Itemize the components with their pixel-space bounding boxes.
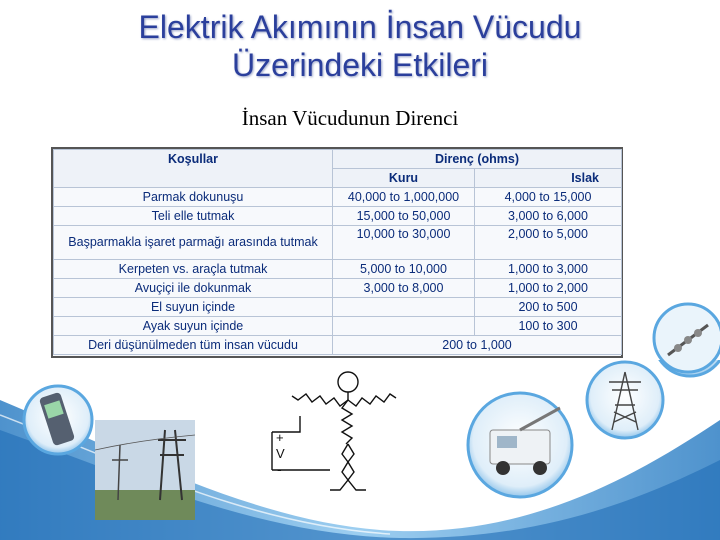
row-dry: 10,000 to 30,000: [333, 226, 475, 260]
header-wet: Islak: [475, 169, 622, 188]
row-dry: 40,000 to 1,000,000: [333, 188, 475, 207]
row-wet: 100 to 300: [475, 317, 622, 336]
body-circuit-diagram: [272, 372, 396, 490]
row-dry: [333, 317, 475, 336]
table-row: [54, 298, 622, 317]
row-condition: Başparmakla işaret parmağı arasında tutmak: [54, 226, 333, 260]
row-dry: 5,000 to 10,000: [333, 260, 475, 279]
slide-title: [0, 8, 720, 84]
row-wet: 1,000 to 2,000: [475, 279, 622, 298]
table-row: [54, 336, 622, 355]
table-row: [54, 260, 622, 279]
row-condition: Avuçiçi ile dokunmak: [54, 279, 333, 298]
table-row: [54, 207, 622, 226]
row-condition: Parmak dokunuşu: [54, 188, 333, 207]
row-wet: 3,000 to 6,000: [475, 207, 622, 226]
row-condition: Deri düşünülmeden tüm insan vücudu: [54, 336, 333, 355]
row-wet: 2,000 to 5,000: [475, 226, 622, 260]
title-line-2: Üzerindeki Etkileri: [231, 47, 489, 83]
header-conditions: Koşullar: [54, 150, 333, 188]
table-row: [54, 317, 622, 336]
row-condition: Ayak suyun içinde: [54, 317, 333, 336]
phone-photo-circle: [24, 386, 92, 454]
row-dry: 3,000 to 8,000: [333, 279, 475, 298]
row-condition: Teli elle tutmak: [54, 207, 333, 226]
header-resistance: Direnç (ohms): [333, 150, 622, 169]
circuit-plus: +: [276, 430, 284, 445]
row-body-value: 200 to 1,000: [333, 336, 622, 355]
table-row: [54, 226, 622, 260]
slide-subtitle: İnsan Vücudunun Direnci: [241, 106, 459, 130]
resistance-table: [51, 147, 623, 358]
title-line-1: Elektrik Akımının İnsan Vücudu: [138, 9, 582, 45]
header-dry: Kuru: [333, 169, 475, 188]
row-condition: El suyun içinde: [54, 298, 333, 317]
power-lines-photo: [95, 420, 195, 520]
row-wet: 1,000 to 3,000: [475, 260, 622, 279]
row-wet: 200 to 500: [475, 298, 622, 317]
row-dry: [333, 298, 475, 317]
insulator-photo-circle-top: [648, 300, 720, 374]
circuit-minus: -: [277, 461, 282, 477]
row-condition: Kerpeten vs. araçla tutmak: [54, 260, 333, 279]
truck-photo-circle: [468, 393, 572, 497]
table-row: [54, 188, 622, 207]
circuit-v-label: V: [276, 446, 285, 461]
row-dry: 15,000 to 50,000: [333, 207, 475, 226]
row-wet: 4,000 to 15,000: [475, 188, 622, 207]
decorative-background: [0, 360, 720, 540]
table-row: [54, 279, 622, 298]
